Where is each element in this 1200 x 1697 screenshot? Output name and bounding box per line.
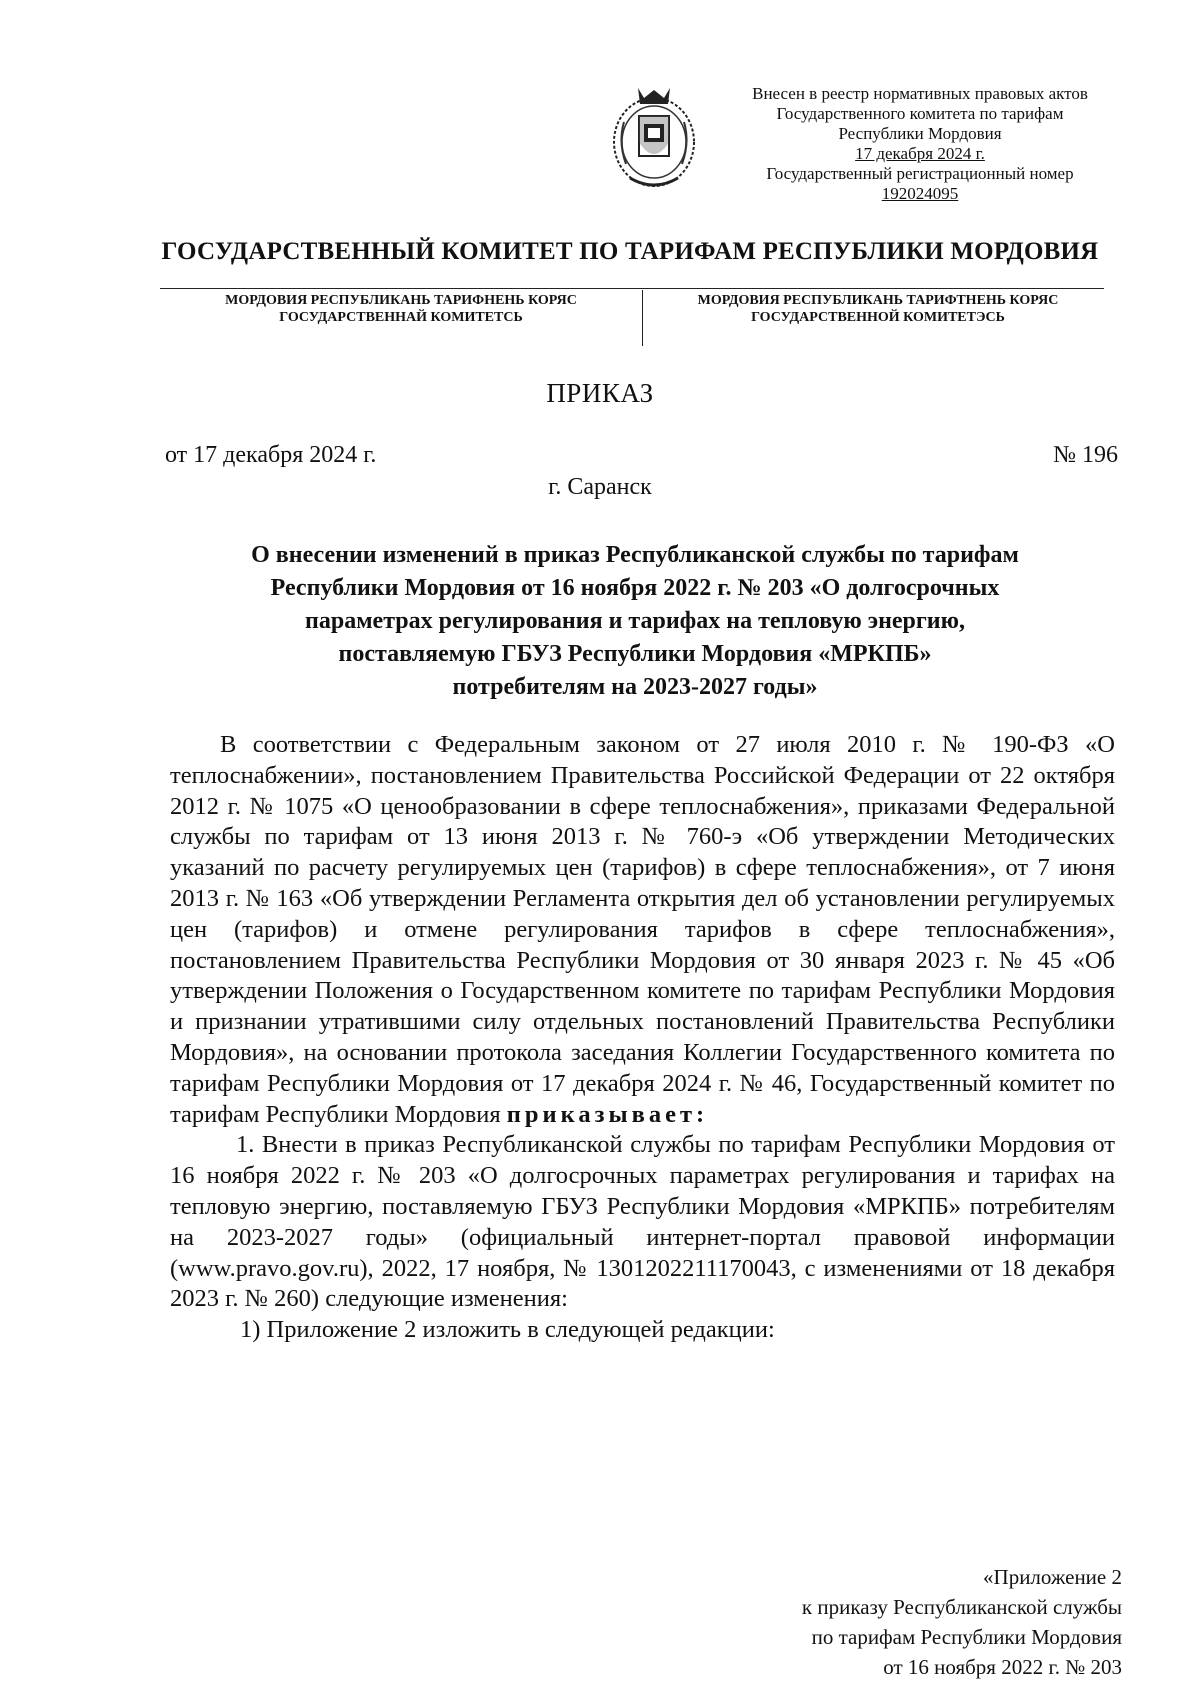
org-name-moksha xyxy=(170,292,632,326)
order-heading xyxy=(170,539,1100,704)
order-city: г. Саранск xyxy=(548,474,652,500)
mordovia-coat-of-arms-icon xyxy=(608,82,700,194)
registry-number: 192024095 xyxy=(881,184,959,203)
appendix-line: от 16 ноября 2022 г. № 203 xyxy=(883,1655,1122,1679)
preamble-paragraph xyxy=(170,730,1115,1130)
order-number: № 196 xyxy=(1053,442,1118,468)
heading-line: Республики Мордовия от 16 ноября 2022 г. № 203 «О долгосрочных xyxy=(270,575,1000,601)
appendix-reference xyxy=(802,1562,1122,1682)
registry-stamp xyxy=(715,84,1125,204)
org-name-erzya xyxy=(654,292,1102,326)
heading-line: потребителям на 2023-2027 годы» xyxy=(452,674,818,700)
header-column-divider xyxy=(642,290,643,346)
heading-line: параметрах регулирования и тарифах на тепловую энергию, xyxy=(305,608,965,634)
registry-date: 17 декабря 2024 г. xyxy=(855,144,985,163)
appendix-line: к приказу Республиканской службы xyxy=(801,1595,1122,1619)
subitem-1-paragraph: 1) Приложение 2 изложить в следующей редакции: xyxy=(240,1316,775,1344)
org-name-line: ГОСУДАРСТВЕННОЙ КОМИТЕТЭСЬ xyxy=(751,310,1005,325)
registry-line: Государственного комитета по тарифам xyxy=(776,104,1064,123)
registry-line: Государственный регистрационный номер xyxy=(766,164,1074,183)
registry-line: Внесен в реестр нормативных правовых актов xyxy=(752,84,1088,103)
org-name-line: МОРДОВИЯ РЕСПУБЛИКАНЬ ТАРИФНЕНЬ КОРЯС xyxy=(225,293,577,308)
order-body xyxy=(170,730,1115,1346)
order-type: ПРИКАЗ xyxy=(546,378,654,408)
header-divider xyxy=(160,288,1104,289)
heading-line: поставляемую ГБУЗ Республики Мордовия «МРКПБ» xyxy=(338,641,932,667)
preamble-text: В соответствии с Федеральным законом от 27 июля 2010 г. № 190-ФЗ «О теплоснабжении», постановлением Правительства Российской Федерации от 22 октября 2012 г. № 1075 «О ценообразовании в сфере теплоснабжения», приказами Федеральной службы по тарифам от 13 июня 2013 г. № 760-э «Об утверждении Методических указаний по расчету регулируемых цен (тарифов) в сфере теплоснабжения», от 7 июня 2013 г. № 163 «Об утверждении Регламента открытия дел об установлении регулируемых цен (тарифов) и отмене регулирования тарифов в сфере теплоснабжения», постановлением Правительства Республики Мордовия от 30 января 2023 г. № 45 «Об утверждении Положения о Государственном комитете по тарифам Республики Мордовия и признании утратившими силу отдельных постановлений Правительства Республики Мордовия», на основании протокола заседания Коллегии Государственного комитета по тарифам Республики Мордовия от 17 декабря 2024 г. № 46, Государственный комитет по тарифам Республики Мордовия xyxy=(170,731,1115,1128)
heading-line: О внесении изменений в приказ Республиканской службы по тарифам xyxy=(251,542,1019,568)
appendix-line: по тарифам Республики Мордовия xyxy=(811,1625,1122,1649)
order-date: от 17 декабря 2024 г. xyxy=(165,442,377,468)
orders-word: приказывает: xyxy=(506,1100,709,1128)
org-title: ГОСУДАРСТВЕННЫЙ КОМИТЕТ ПО ТАРИФАМ РЕСПУБЛИКИ МОРДОВИЯ xyxy=(161,238,1099,265)
registry-line: Республики Мордовия xyxy=(838,124,1002,143)
org-name-line: ГОСУДАРСТВЕННАЙ КОМИТЕТСЬ xyxy=(279,310,523,325)
item-1-paragraph: 1. Внести в приказ Республиканской службы по тарифам Республики Мордовия от 16 ноября 2022 г. № 203 «О долгосрочных параметрах регулирования и тарифах на тепловую энергию, поставляемую ГБУЗ Республики Мордовия «МРКПБ» потребителям на 2023-2027 годы» (официальный интернет-портал правовой информации (www.pravo.gov.ru), 2022, 17 ноября, № 1301202211170043, с изменениями от 18 декабря 2023 г. № 260) следующие изменения: xyxy=(170,1131,1115,1313)
org-name-line: МОРДОВИЯ РЕСПУБЛИКАНЬ ТАРИФТНЕНЬ КОРЯС xyxy=(697,293,1059,308)
appendix-line: «Приложение 2 xyxy=(983,1565,1122,1589)
